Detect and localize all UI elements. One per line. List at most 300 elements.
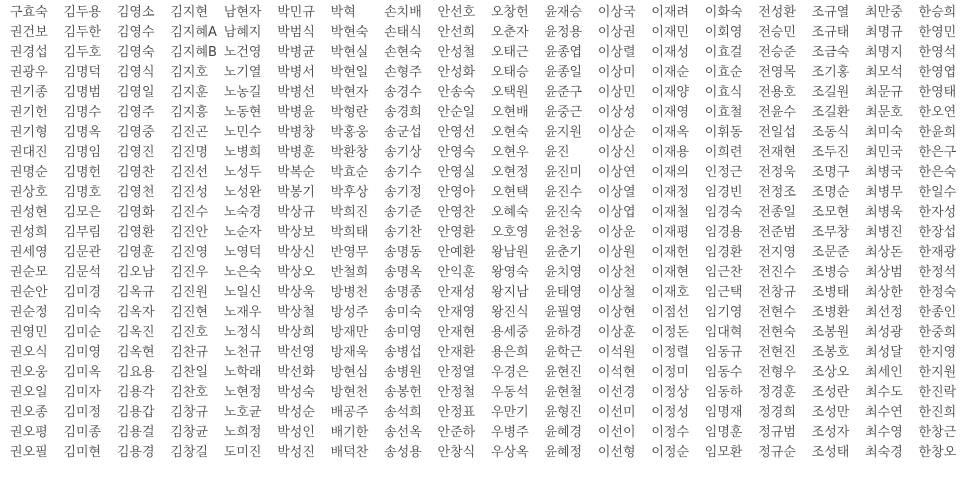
person-name: 한종인 xyxy=(918,305,957,320)
person-name: 김두한 xyxy=(63,25,102,40)
person-name: 김영진 xyxy=(116,145,155,160)
person-name: 최선정 xyxy=(865,305,903,320)
name-row xyxy=(10,343,972,363)
person-name: 최명규 xyxy=(865,25,903,40)
person-name: 노농길 xyxy=(223,85,262,100)
person-name: 안창식 xyxy=(437,445,476,460)
person-name: 반철희 xyxy=(330,265,369,280)
person-name: 이정순 xyxy=(651,445,690,460)
person-name: 한영석 xyxy=(918,45,957,60)
person-name: 송기수 xyxy=(384,165,422,180)
person-name: 윤진수 xyxy=(544,185,583,200)
name-row xyxy=(10,403,972,423)
person-name: 최수연 xyxy=(865,405,903,420)
person-name: 이상민 xyxy=(597,85,636,100)
person-name: 조규태 xyxy=(811,25,850,40)
person-name: 김명수 xyxy=(63,105,102,120)
person-name: 권상호 xyxy=(10,185,48,200)
name-row xyxy=(10,23,972,43)
person-name: 김명임 xyxy=(63,145,102,160)
person-name: 김영환 xyxy=(116,225,155,240)
person-name: 김미경 xyxy=(63,285,102,300)
person-name: 이선경 xyxy=(597,385,636,400)
name-row xyxy=(10,443,972,463)
person-name: 송기준 xyxy=(384,205,422,220)
person-name: 송석희 xyxy=(384,405,422,420)
person-name: 노순자 xyxy=(223,225,262,240)
person-name: 김명범 xyxy=(63,85,102,100)
person-name: 오춘자 xyxy=(490,25,529,40)
person-name: 정규순 xyxy=(758,445,796,460)
person-name: 윤춘기 xyxy=(544,245,583,260)
person-name: 노영덕 xyxy=(223,245,262,260)
person-name: 조성태 xyxy=(811,445,850,460)
person-name: 안익훈 xyxy=(437,265,476,280)
person-name: 최모석 xyxy=(865,65,903,80)
person-name: 박병선 xyxy=(277,85,315,100)
name-row xyxy=(10,43,972,63)
person-name: 권세영 xyxy=(10,245,48,260)
person-name: 송기상 xyxy=(384,145,422,160)
person-name: 손현숙 xyxy=(384,45,422,60)
person-name: 이상현 xyxy=(597,305,636,320)
person-name: 방재욱 xyxy=(330,345,369,360)
person-name: 윤태영 xyxy=(544,285,583,300)
person-name: 전용호 xyxy=(758,85,796,100)
person-name: 송병원 xyxy=(384,365,422,380)
person-name: 이상원 xyxy=(597,245,636,260)
person-name: 안영숙 xyxy=(437,145,476,160)
person-name: 임근찬 xyxy=(704,265,743,280)
person-name: 오혜숙 xyxy=(490,205,529,220)
person-name: 이정수 xyxy=(651,425,690,440)
person-name: 한지영 xyxy=(918,345,957,360)
person-name: 박성숙 xyxy=(277,385,315,400)
person-name: 조길환 xyxy=(811,105,850,120)
person-name: 박성인 xyxy=(277,425,315,440)
person-name: 배덕찬 xyxy=(330,445,369,460)
person-name: 김미순 xyxy=(63,325,102,340)
person-name: 전영목 xyxy=(758,65,796,80)
person-name: 이상국 xyxy=(597,5,636,20)
person-name: 송경희 xyxy=(384,105,422,120)
person-name: 김명헌 xyxy=(63,165,102,180)
name-row xyxy=(10,163,972,183)
person-name: 임동하 xyxy=(704,385,743,400)
person-name: 노희정 xyxy=(223,425,262,440)
person-name: 노정식 xyxy=(223,325,262,340)
person-name: 한창근 xyxy=(918,425,957,440)
person-name: 전현수 xyxy=(758,305,796,320)
person-name: 조성란 xyxy=(811,385,850,400)
person-name: 김용걸 xyxy=(116,425,155,440)
person-name: 권순안 xyxy=(10,285,48,300)
person-name: 김요용 xyxy=(116,365,155,380)
person-name: 김지혜B xyxy=(170,45,217,60)
person-name: 김지흥 xyxy=(170,105,209,120)
person-name: 전정조 xyxy=(758,185,796,200)
person-name: 박형란 xyxy=(330,105,369,120)
person-name: 권오평 xyxy=(10,425,48,440)
person-name: 한진희 xyxy=(918,405,957,420)
person-name: 김옥규 xyxy=(116,285,155,300)
person-name: 이정렬 xyxy=(651,345,690,360)
person-name: 박봉기 xyxy=(277,185,315,200)
name-row xyxy=(10,323,972,343)
person-name: 이재의 xyxy=(651,165,690,180)
person-name: 최병국 xyxy=(865,165,903,180)
person-name: 권순모 xyxy=(10,265,48,280)
person-name: 노재우 xyxy=(223,305,262,320)
person-name: 김영소 xyxy=(116,5,155,20)
person-name: 노숙경 xyxy=(223,205,262,220)
person-name: 김창균 xyxy=(170,425,209,440)
person-name: 용은희 xyxy=(490,345,529,360)
person-name: 노동현 xyxy=(223,105,262,120)
person-name: 박효순 xyxy=(330,165,369,180)
person-name: 박상오 xyxy=(277,265,315,280)
person-name: 전형우 xyxy=(758,365,796,380)
person-name: 윤혜정 xyxy=(544,445,583,460)
person-name: 윤종엽 xyxy=(544,45,583,60)
person-name: 최문규 xyxy=(865,85,903,100)
person-name: 안정열 xyxy=(437,365,476,380)
person-name: 조성만 xyxy=(811,405,850,420)
person-name: 김지호 xyxy=(170,65,209,80)
person-name: 박후상 xyxy=(330,185,369,200)
person-name: 안재환 xyxy=(437,345,476,360)
person-name: 권기헌 xyxy=(10,105,48,120)
person-name: 조명구 xyxy=(811,165,850,180)
person-name: 노기열 xyxy=(223,65,262,80)
person-name: 오호영 xyxy=(490,225,529,240)
person-name: 도미진 xyxy=(223,445,262,460)
person-name: 송선옥 xyxy=(384,425,422,440)
person-name: 김진안 xyxy=(170,225,209,240)
person-name: 이화숙 xyxy=(704,5,743,20)
person-name: 박현일 xyxy=(330,65,369,80)
name-row xyxy=(10,103,972,123)
person-name: 김영화 xyxy=(116,205,155,220)
person-name: 임명훈 xyxy=(704,425,743,440)
person-name: 이석원 xyxy=(597,345,636,360)
person-name: 박현숙 xyxy=(330,25,369,40)
person-name: 권영민 xyxy=(10,325,48,340)
person-name: 권경섭 xyxy=(10,45,48,60)
person-name: 안예환 xyxy=(437,245,476,260)
person-name: 송봉헌 xyxy=(384,385,422,400)
person-name: 안영실 xyxy=(437,165,476,180)
person-name: 김진곤 xyxy=(170,125,209,140)
person-name: 최성달 xyxy=(865,345,903,360)
person-name: 이재양 xyxy=(651,85,690,100)
person-name: 송군섭 xyxy=(384,125,422,140)
person-name: 안재현 xyxy=(437,325,476,340)
person-name: 전윤수 xyxy=(758,105,796,120)
person-name: 이상열 xyxy=(597,185,636,200)
person-name: 전현숙 xyxy=(758,325,796,340)
person-name: 윤필영 xyxy=(544,305,583,320)
person-name: 윤진 xyxy=(544,145,570,160)
person-name: 안순일 xyxy=(437,105,476,120)
person-name: 김지혜A xyxy=(170,25,217,40)
person-name: 안준하 xyxy=(437,425,476,440)
person-name: 이상성 xyxy=(597,105,636,120)
person-name: 윤현철 xyxy=(544,385,583,400)
person-name: 안정철 xyxy=(437,385,476,400)
person-name: 김미현 xyxy=(63,445,102,460)
person-name: 조병환 xyxy=(811,305,850,320)
person-name: 전승민 xyxy=(758,25,796,40)
person-name: 권오웅 xyxy=(10,365,48,380)
person-name: 한자성 xyxy=(918,205,957,220)
person-name: 이상권 xyxy=(597,25,636,40)
person-name: 노건영 xyxy=(223,45,262,60)
person-name: 안영아 xyxy=(437,185,476,200)
person-name: 한은구 xyxy=(918,145,957,160)
person-name: 노천규 xyxy=(223,345,262,360)
person-name: 송성용 xyxy=(384,445,422,460)
person-name: 김진명 xyxy=(170,145,209,160)
person-name: 안영찬 xyxy=(437,205,476,220)
person-name: 박선영 xyxy=(277,345,315,360)
person-name: 손치배 xyxy=(384,5,422,20)
person-name: 윤학근 xyxy=(544,345,583,360)
person-name: 윤천웅 xyxy=(544,225,583,240)
person-name: 인정근 xyxy=(704,165,743,180)
person-name: 안선호 xyxy=(437,5,476,20)
person-name: 김모은 xyxy=(63,205,102,220)
person-name: 이효걸 xyxy=(704,45,743,60)
person-name: 이석현 xyxy=(597,365,636,380)
person-name: 이상천 xyxy=(597,265,636,280)
person-name: 안재성 xyxy=(437,285,476,300)
person-name: 윤하경 xyxy=(544,325,583,340)
person-name: 조명순 xyxy=(811,185,850,200)
person-name: 최숙경 xyxy=(865,445,903,460)
person-name: 윤지원 xyxy=(544,125,583,140)
person-name: 조길원 xyxy=(811,85,850,100)
person-name: 최상한 xyxy=(865,285,903,300)
person-name: 전진수 xyxy=(758,265,796,280)
person-name: 조규열 xyxy=(811,5,850,20)
person-name: 전현진 xyxy=(758,345,796,360)
person-name: 최문호 xyxy=(865,105,903,120)
person-name: 김미영 xyxy=(63,345,102,360)
person-name: 이점선 xyxy=(651,305,690,320)
name-row xyxy=(10,363,972,383)
person-name: 송병섭 xyxy=(384,345,422,360)
person-name: 김명옥 xyxy=(63,125,102,140)
person-name: 전성환 xyxy=(758,5,796,20)
person-name: 한정석 xyxy=(918,265,957,280)
person-name: 김두호 xyxy=(63,45,102,60)
person-name: 방병천 xyxy=(330,285,369,300)
person-name: 김찬일 xyxy=(170,365,209,380)
person-name: 박상욱 xyxy=(277,285,315,300)
person-name: 권성희 xyxy=(10,225,48,240)
person-name: 안선희 xyxy=(437,25,476,40)
name-row xyxy=(10,83,972,103)
person-name: 노성두 xyxy=(223,165,262,180)
person-name: 우만기 xyxy=(490,405,529,420)
person-name: 전재현 xyxy=(758,145,796,160)
person-name: 김영주 xyxy=(116,105,155,120)
person-name: 안성화 xyxy=(437,65,476,80)
person-name: 윤중근 xyxy=(544,105,583,120)
person-name: 송미영 xyxy=(384,325,422,340)
person-name: 노일신 xyxy=(223,285,262,300)
person-name: 최세인 xyxy=(865,365,903,380)
person-name: 송미숙 xyxy=(384,305,422,320)
person-name: 김영식 xyxy=(116,65,155,80)
person-name: 이선이 xyxy=(597,425,636,440)
person-name: 이회영 xyxy=(704,25,743,40)
person-name: 이정미 xyxy=(651,365,690,380)
person-name: 김옥현 xyxy=(116,345,155,360)
person-name: 이재영 xyxy=(651,105,690,120)
person-name: 박홍웅 xyxy=(330,125,369,140)
name-row xyxy=(10,243,972,263)
person-name: 오현숙 xyxy=(490,125,529,140)
person-name: 임경용 xyxy=(704,225,743,240)
person-name: 이상신 xyxy=(597,145,636,160)
person-name: 권기종 xyxy=(10,85,48,100)
person-name: 박성진 xyxy=(277,445,315,460)
person-name: 김명호 xyxy=(63,185,102,200)
person-name: 김용갑 xyxy=(116,405,155,420)
person-name: 한영엽 xyxy=(918,65,957,80)
person-name: 한은숙 xyxy=(918,165,957,180)
person-name: 최만중 xyxy=(865,5,903,20)
person-name: 전창규 xyxy=(758,285,796,300)
person-name: 구효숙 xyxy=(10,5,48,20)
person-name: 김영천 xyxy=(116,185,155,200)
person-name: 이상렬 xyxy=(597,45,636,60)
person-name: 방성주 xyxy=(330,305,369,320)
person-name: 임동규 xyxy=(704,345,743,360)
person-name: 이효순 xyxy=(704,65,743,80)
person-name: 이상철 xyxy=(597,285,636,300)
person-name: 임명재 xyxy=(704,405,743,420)
person-name: 남현자 xyxy=(223,5,262,20)
person-name: 전종일 xyxy=(758,205,796,220)
person-name: 왕영숙 xyxy=(490,265,529,280)
person-name: 송경수 xyxy=(384,85,422,100)
name-row xyxy=(10,223,972,243)
person-name: 한지원 xyxy=(918,365,957,380)
person-name: 박혁 xyxy=(330,5,356,20)
person-name: 조금숙 xyxy=(811,45,850,60)
person-name: 조병태 xyxy=(811,285,850,300)
person-name: 임모환 xyxy=(704,445,743,460)
name-row xyxy=(10,3,972,23)
name-row xyxy=(10,123,972,143)
person-name: 이정성 xyxy=(651,405,690,420)
person-name: 이재현 xyxy=(651,265,690,280)
person-name: 최상범 xyxy=(865,265,903,280)
person-name: 노민수 xyxy=(223,125,262,140)
person-name: 박상철 xyxy=(277,305,315,320)
person-name: 우병주 xyxy=(490,425,529,440)
person-name: 박병윤 xyxy=(277,105,315,120)
person-name: 박환창 xyxy=(330,145,369,160)
person-name: 박상희 xyxy=(277,325,315,340)
name-row xyxy=(10,183,972,203)
person-name: 권성현 xyxy=(10,205,48,220)
person-name: 이재정 xyxy=(651,185,690,200)
person-name: 임동수 xyxy=(704,365,743,380)
person-name: 노성완 xyxy=(223,185,262,200)
name-row xyxy=(10,303,972,323)
person-name: 방현천 xyxy=(330,385,369,400)
person-name: 이정돈 xyxy=(651,325,690,340)
person-name: 김영찬 xyxy=(116,165,155,180)
person-name: 윤진미 xyxy=(544,165,583,180)
person-name: 조문준 xyxy=(811,245,850,260)
person-name: 이재호 xyxy=(651,285,690,300)
person-name: 안영환 xyxy=(437,225,476,240)
person-name: 이정상 xyxy=(651,385,690,400)
person-name: 박성순 xyxy=(277,405,315,420)
person-name: 윤현진 xyxy=(544,365,583,380)
person-name: 김진호 xyxy=(170,325,209,340)
name-row xyxy=(10,203,972,223)
person-name: 안재영 xyxy=(437,305,476,320)
person-name: 한일수 xyxy=(918,185,957,200)
person-name: 노학래 xyxy=(223,365,262,380)
person-name: 김진선 xyxy=(170,165,209,180)
person-name: 김오남 xyxy=(116,265,155,280)
person-name: 김명덕 xyxy=(63,65,102,80)
person-name: 박현실 xyxy=(330,45,369,60)
person-name: 이재헌 xyxy=(651,245,690,260)
person-name: 박현자 xyxy=(330,85,369,100)
person-name: 배공주 xyxy=(330,405,369,420)
person-name: 이재평 xyxy=(651,225,690,240)
person-name: 손형주 xyxy=(384,65,422,80)
person-name: 이재민 xyxy=(651,25,690,40)
person-name: 박희태 xyxy=(330,225,369,240)
person-name: 김미자 xyxy=(63,385,102,400)
person-name: 박복순 xyxy=(277,165,315,180)
person-name: 임경빈 xyxy=(704,185,743,200)
person-name: 한재광 xyxy=(918,245,957,260)
person-name: 박병서 xyxy=(277,65,315,80)
person-name: 김영훈 xyxy=(116,245,155,260)
person-name: 박병균 xyxy=(277,45,315,60)
person-name: 김찬규 xyxy=(170,345,209,360)
person-name: 김지현 xyxy=(170,5,209,20)
person-name: 안성철 xyxy=(437,45,476,60)
person-name: 전지영 xyxy=(758,245,796,260)
person-name: 이재철 xyxy=(651,205,690,220)
person-name: 최상돈 xyxy=(865,245,903,260)
person-name: 윤치영 xyxy=(544,265,583,280)
person-name: 오창헌 xyxy=(490,5,529,20)
person-name: 박희진 xyxy=(330,205,369,220)
person-name: 이상운 xyxy=(597,225,636,240)
person-name: 한오연 xyxy=(918,105,957,120)
person-name: 김두용 xyxy=(63,5,102,20)
person-name: 권오일 xyxy=(10,385,48,400)
person-name: 남혜지 xyxy=(223,25,262,40)
person-name: 최명지 xyxy=(865,45,903,60)
person-name: 노현정 xyxy=(223,385,262,400)
person-name: 윤준구 xyxy=(544,85,583,100)
person-name: 김옥진 xyxy=(116,325,155,340)
person-name: 송명옥 xyxy=(384,265,422,280)
